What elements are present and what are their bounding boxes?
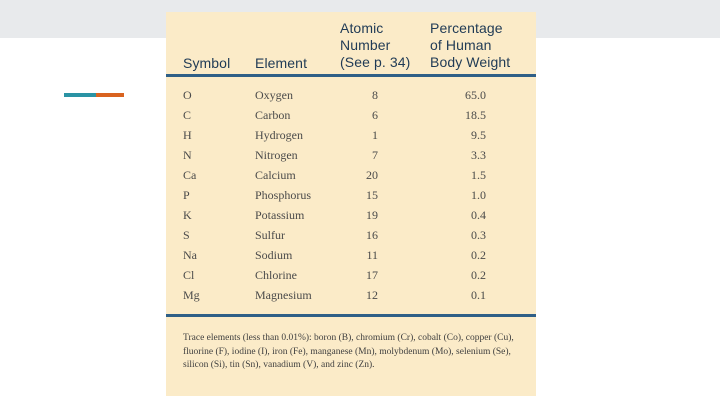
element-cell: Sodium (255, 248, 293, 262)
element-cell: Sulfur (255, 228, 285, 242)
element-cell: Calcium (255, 168, 296, 182)
table-row (166, 286, 536, 306)
symbol-cell: C (183, 108, 192, 122)
symbol-cell: O (183, 88, 192, 102)
symbol-cell: Ca (183, 168, 197, 182)
table-row (166, 246, 536, 266)
percentage-cell: 1.5 (471, 168, 486, 182)
footer-rule (166, 314, 536, 317)
accent-bar-orange (96, 93, 124, 97)
header-rule (166, 74, 536, 77)
atomic-number-cell: 15 (366, 188, 378, 202)
atomic-number-cell: 12 (366, 288, 378, 302)
header-symbol: Symbol (183, 55, 231, 71)
accent-bar-teal (64, 93, 96, 97)
percentage-cell: 9.5 (471, 128, 486, 142)
percentage-cell: 65.0 (465, 88, 486, 102)
table-row (166, 226, 536, 246)
header-atomic-number: Atomic Number (See p. 34) (340, 20, 411, 70)
table-row (166, 86, 536, 106)
percentage-cell: 0.1 (471, 288, 486, 302)
atomic-number-cell: 1 (372, 128, 378, 142)
percentage-cell: 0.4 (471, 208, 486, 222)
header-percentage: Percentage of Human Body Weight (430, 20, 511, 70)
atomic-number-cell: 7 (372, 148, 378, 162)
table-row (166, 266, 536, 286)
atomic-number-cell: 8 (372, 88, 378, 102)
trace-elements-footnote: Trace elements (less than 0.01%): boron (B), chromium (Cr), cobalt (Co), copper (Cu), fluorine (F), iodine (I), iron (Fe), manganese (Mn), molybdenum (Mo), selenium (Se), silicon (Si), tin (Sn), vanadium (V), and zinc (Zn). (183, 333, 514, 371)
atomic-number-cell: 6 (372, 108, 378, 122)
table-body (166, 86, 536, 306)
symbol-cell: Na (183, 248, 197, 262)
element-cell: Chlorine (255, 268, 297, 282)
symbol-cell: K (183, 208, 192, 222)
element-table-panel (166, 12, 536, 396)
table-row (166, 166, 536, 186)
element-cell: Phosphorus (255, 188, 312, 202)
table-header (166, 12, 536, 78)
atomic-number-cell: 20 (366, 168, 378, 182)
accent-bar (64, 93, 124, 97)
table-row (166, 206, 536, 226)
symbol-cell: Mg (183, 288, 200, 302)
element-cell: Hydrogen (255, 128, 303, 142)
symbol-cell: N (183, 148, 192, 162)
percentage-cell: 1.0 (471, 188, 486, 202)
element-cell: Potassium (255, 208, 305, 222)
table-row (166, 186, 536, 206)
atomic-number-cell: 11 (366, 248, 378, 262)
symbol-cell: Cl (183, 268, 195, 282)
element-cell: Nitrogen (255, 148, 298, 162)
table-row (166, 126, 536, 146)
atomic-number-cell: 17 (366, 268, 378, 282)
atomic-number-cell: 19 (366, 208, 378, 222)
atomic-number-cell: 16 (366, 228, 378, 242)
table-row (166, 146, 536, 166)
header-element: Element (255, 55, 308, 71)
element-cell: Carbon (255, 108, 291, 122)
symbol-cell: S (183, 228, 190, 242)
element-cell: Oxygen (255, 88, 293, 102)
percentage-cell: 0.2 (471, 268, 486, 282)
symbol-cell: P (183, 188, 190, 202)
symbol-cell: H (183, 128, 192, 142)
percentage-cell: 18.5 (465, 108, 486, 122)
table-row (166, 106, 536, 126)
percentage-cell: 0.2 (471, 248, 486, 262)
element-cell: Magnesium (255, 288, 312, 302)
percentage-cell: 3.3 (471, 148, 486, 162)
percentage-cell: 0.3 (471, 228, 486, 242)
